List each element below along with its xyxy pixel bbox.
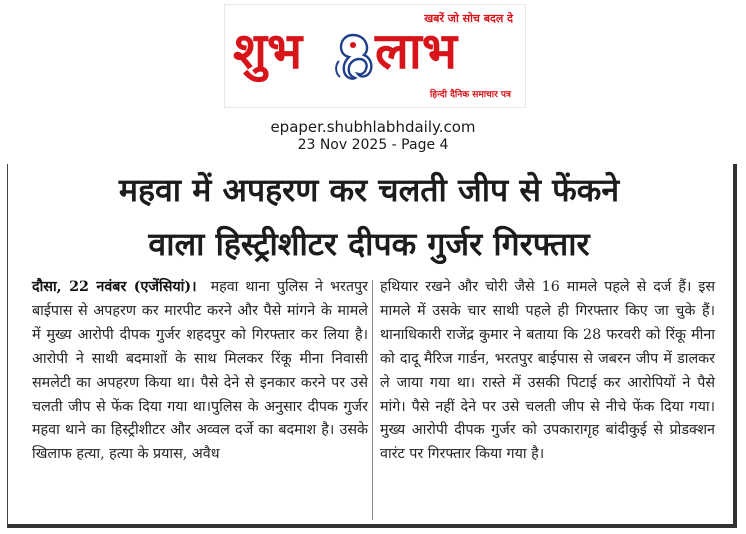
- column-divider: [372, 280, 373, 520]
- right-column-text: हथियार रखने और चोरी जैसे 16 मामले पहले से दर्ज हैं। इस मामले में उसके चार साथी पहले ही गिरफ्तार किए जा चुके हैं। थानाधिकारी राजेंद्र कुमार ने बताया कि 28 फरवरी को रिंकू मीना को दादू मैरिज गार्डन, भरतपुर बाईपास से जबरन जीप में डालकर ले जाया गया था। रास्ते में उसकी पिटाई कर आरोपियों ने पैसे मांगे। पैसे नहीं देने पर उसे चलती जीप से नीचे फेंक दिया गया। मुख्य आरोपी दीपक गुर्जर को उपकारागृह बांदीकुई से प्रोडक्शन वारंट पर गिरफ्तार किया गया है।: [380, 279, 715, 463]
- article-column-left: [32, 276, 368, 467]
- news-article: [7, 164, 737, 528]
- masthead-subtag: हिन्दी दैनिक समाचार पत्र: [429, 90, 511, 100]
- left-column-text: महवा थाना पुलिस ने भरतपुर बाईपास से अपहरण कर मारपीट करने और पैसे मांगने के मामले में मुख्य आरोपी दीपक गुर्जर शहदपुर को गिरफ्तार कर लिया है। आरोपी ने साथी बदमाशों के साथ मिलकर रिंकू मीना निवासी समलेटी का अपहरण किया था। पैसे देने से इनकार करने पर उसे चलती जीप से फेंक दिया गया था।पुलिस के अनुसार दीपक गुर्जर महवा थाने का हिस्ट्रीशीटर और अव्वल दर्जे का बदमाश है। उसके खिलाफ हत्या, हत्या के प्रयास, अवैध: [32, 279, 368, 463]
- logo-word-labh: लाभ: [375, 21, 457, 80]
- newspaper-masthead: [224, 4, 526, 108]
- article-column-right: [380, 276, 715, 467]
- epaper-url: epaper.shubhlabhdaily.com: [270, 118, 476, 136]
- edition-date-page: 23 Nov 2025 - Page 4: [297, 137, 449, 153]
- dateline: दौसा, 22 नवंबर (एजेंसियां)।: [32, 279, 197, 295]
- masthead-tagline: खबरें जो सोच बदल दे: [424, 12, 513, 25]
- headline-line-2: वाला हिस्ट्रीशीटर दीपक गुर्जर गिरफ्तार: [148, 225, 590, 263]
- headline-line-1: महवा में अपहरण कर चलती जीप से फेंकने: [118, 171, 620, 209]
- ganesha-logo-icon: [331, 31, 375, 83]
- logo-word-shubh: शुभ: [233, 21, 303, 80]
